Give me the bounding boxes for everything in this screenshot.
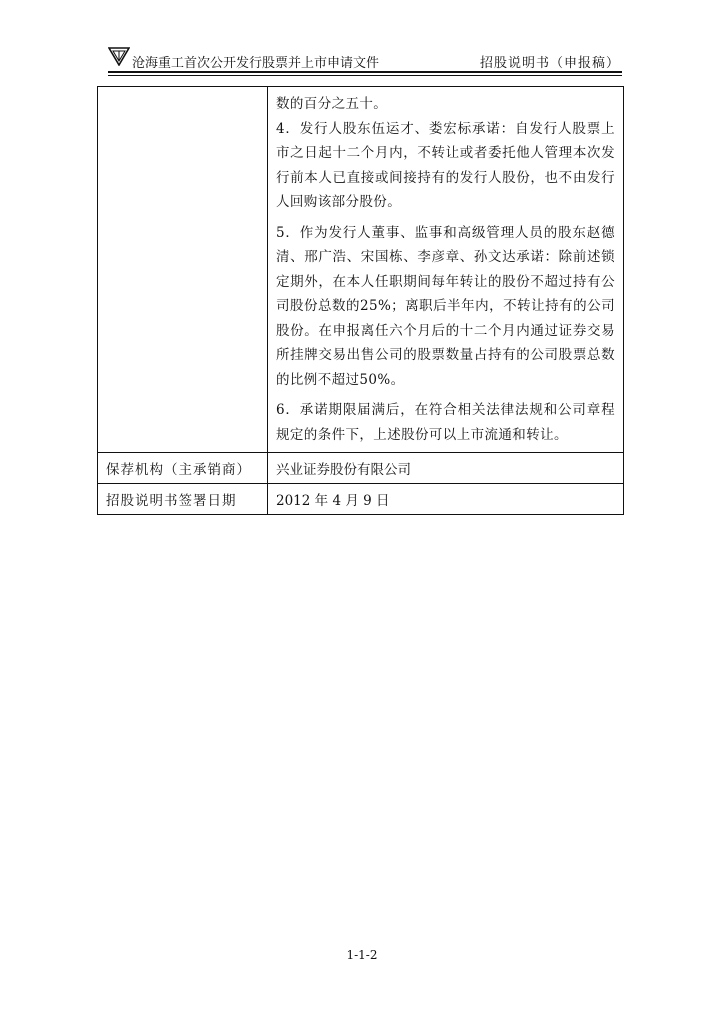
lockup-paragraph-6: 6．承诺期限届满后，在符合相关法律法规和公司章程规定的条件下，上述股份可以上市流通和转让。 [276, 402, 615, 443]
signing-date-label: 招股说明书签署日期 [98, 484, 268, 515]
table-row [98, 453, 624, 484]
document-type: 招股说明书（申报稿） [479, 56, 620, 71]
header-rule [108, 71, 622, 73]
table-row [98, 484, 624, 515]
lockup-paragraph-4: 数的百分之五十。 4．发行人股东伍运才、娄宏标承诺：自发行人股票上市之日起十二个月内，不转让或者委托他人管理本次发行前本人已直接或间接持有的发行人股份，也不由发行人回购该部分股份。 [276, 96, 615, 210]
lockup-commitment-cell [268, 87, 624, 453]
document-title: 沧海重工首次公开发行股票并上市申请文件 [132, 56, 380, 71]
page-header [108, 44, 622, 74]
sponsor-value: 兴业证券股份有限公司 [268, 453, 624, 484]
company-logo-icon [108, 46, 130, 66]
sponsor-label: 保荐机构（主承销商） [98, 453, 268, 484]
prospectus-summary-table [97, 86, 624, 515]
lockup-paragraph-5: 5．作为发行人董事、监事和高级管理人员的股东赵德清、邢广浩、宋国栋、李彦章、孙文达承诺：除前述锁定期外，在本人任职期间每年转让的股份不超过持有公司股份总数的25%；离职后半年内，不转让持有的公司股份。在申报离任六个月后的十二个月内通过证券交易所挂牌交易出售公司的股票数量占持有的公司股票总数的比例不超过50%。 [276, 224, 615, 388]
page-number: 1-1-2 [346, 948, 378, 962]
lockup-label-cell [98, 87, 268, 453]
signing-date-value: 2012 年 4 月 9 日 [268, 484, 624, 515]
header-rule-thin [108, 75, 622, 76]
table-row [98, 87, 624, 453]
